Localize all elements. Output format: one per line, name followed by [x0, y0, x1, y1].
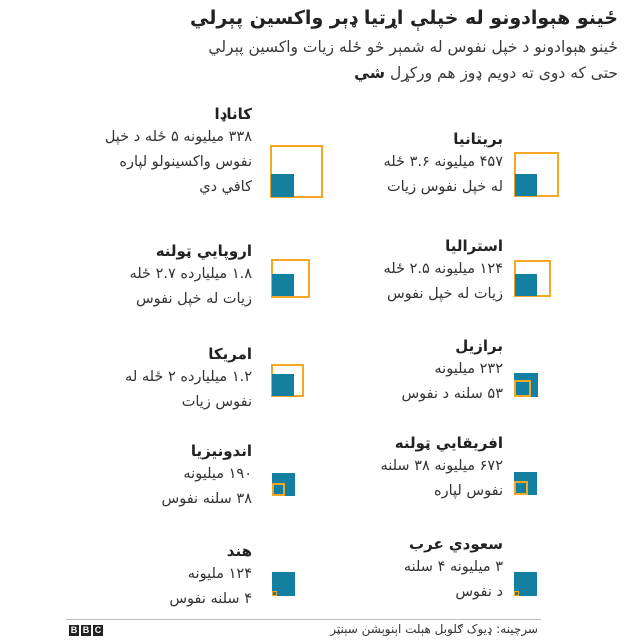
item-desc-line: ۱۲۴ ملیونه [187, 566, 252, 582]
subtitle-text: حتی که دوی ته دویم ډوز هم ورکړل [385, 64, 618, 82]
bbc-logo-letter: B [70, 625, 78, 635]
chart-subtitle [58, 34, 618, 86]
population-square [514, 591, 519, 596]
item-text [273, 235, 503, 307]
item-desc-line: زیات له خپل نفوس [135, 291, 252, 307]
item-text [273, 128, 503, 200]
item-desc-line: ۵۳ سلنه د نفوس [401, 386, 503, 402]
item-name: افریقايي ټولنه [394, 434, 503, 452]
item-text [273, 533, 503, 605]
item-name: امریکا [208, 345, 252, 363]
item-name: برازیل [455, 337, 503, 355]
item-desc-line: ۱.۸ میلیارده ۲.۷ ځله [129, 266, 252, 282]
item-desc-line: نفوس لپاره [434, 483, 503, 499]
item-desc-line: ۴ سلنه نفوس [169, 591, 252, 607]
item-name: هند [226, 542, 252, 560]
subtitle-line-1: ځینو هېوادونو د خپل نفوس له شمېر څو ځله زیات واکسین پېرلي [208, 38, 618, 56]
bbc-logo-letter: B [82, 625, 90, 635]
item-desc-line: ۱۲۴ میلیونه ۲.۵ ځله [383, 261, 503, 277]
bbc-logo-letter: C [94, 625, 102, 635]
item-name: اروپايي ټولنه [155, 242, 252, 260]
item-name: اندونیزیا [190, 442, 252, 460]
item-name: کاناډا [214, 105, 252, 123]
item-desc-line: د نفوس [455, 584, 503, 600]
bbc-logo [69, 625, 103, 636]
item-desc-line: ۳۳۸ میلیونه ۵ ځله د خپل [104, 129, 252, 145]
subtitle-line-2 [58, 60, 618, 86]
item-desc-line: ۳ میلیونه ۴ سلنه [403, 559, 503, 575]
item-name: بریتانیا [453, 130, 503, 148]
item-desc-line: ۶۷۲ میلیونه ۳۸ سلنه [380, 458, 503, 474]
item-name: استرالیا [445, 237, 503, 255]
item-text [273, 335, 503, 407]
population-square [514, 481, 528, 495]
item-desc-line: ۱۹۰ میلیونه [183, 466, 252, 482]
item-desc-line: کافي دي [199, 179, 252, 195]
item-desc-line: نفوس زیات [181, 394, 252, 410]
item-name: سعودي عرب [409, 535, 503, 553]
item-text [22, 103, 252, 200]
subtitle-bold-word: شي [354, 64, 386, 82]
vaccine-square [515, 274, 537, 296]
item-text [22, 540, 252, 612]
item-desc-line: ۳۸ سلنه نفوس [161, 491, 252, 507]
item-text [22, 440, 252, 512]
source-note: سرچینه: ډیوک ګلوبل هېلت اېنوېشن سېنټر [330, 622, 538, 636]
item-desc-line: نفوس واکسینولو لپاره [119, 154, 252, 170]
population-square [514, 380, 531, 397]
item-text [22, 343, 252, 415]
item-desc-line: ۲۳۲ میلیونه [434, 361, 503, 377]
item-desc-line: له خپل نفوس زیات [386, 179, 503, 195]
item-text [22, 240, 252, 312]
vaccine-square [515, 174, 537, 196]
item-desc-line: زیات له خپل نفوس [386, 286, 503, 302]
item-desc-line: ۴۵۷ میلیونه ۳.۶ ځله [383, 154, 503, 170]
item-text [273, 432, 503, 504]
item-desc-line: ۱.۲ میلیارده ۲ ځله له [125, 369, 252, 385]
footer-divider [66, 619, 541, 620]
chart-title: ځینو هېوادونو له خپلې اړتیا ډېر واکسین پېرلي [190, 7, 618, 29]
